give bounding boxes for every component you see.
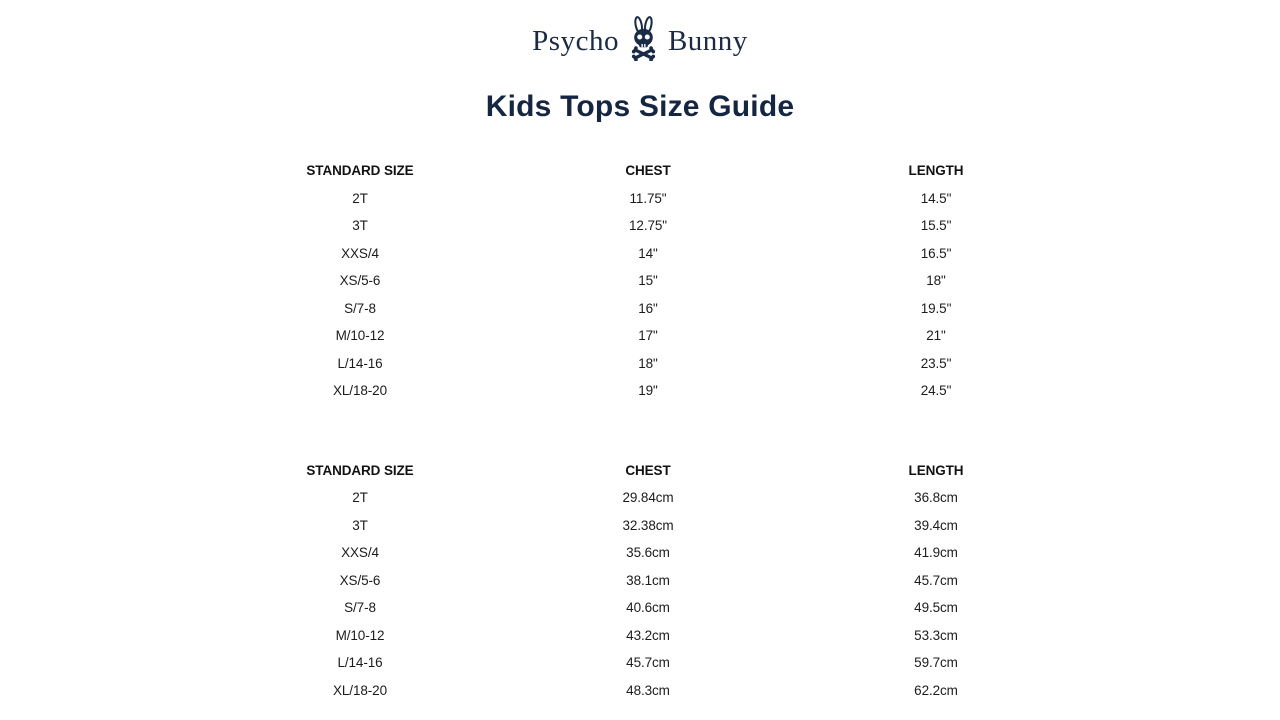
table-cell: 53.3cm — [914, 627, 958, 643]
table-cell: 15.5" — [920, 218, 952, 234]
brand-name-right: Bunny — [667, 24, 748, 57]
table-cell: XL/18-20 — [333, 682, 387, 698]
table-cell: 24.5" — [920, 383, 952, 399]
table-cell: 18" — [638, 355, 658, 371]
table-cell: 49.5cm — [914, 600, 958, 616]
table-cell: 59.7cm — [914, 655, 958, 671]
table-row — [216, 539, 1080, 567]
page-title: Kids Tops Size Guide — [485, 90, 795, 123]
table-cell: 14" — [638, 245, 658, 261]
table-cell: 21" — [926, 328, 946, 344]
table-row — [216, 377, 1080, 405]
table-row — [216, 622, 1080, 650]
table-cell: XS/5-6 — [339, 273, 381, 289]
table-cell: 16.5" — [920, 245, 952, 261]
table-cell: 19.5" — [920, 300, 952, 316]
table-cell: 41.9cm — [914, 545, 958, 561]
table-row — [216, 677, 1080, 705]
table-row — [216, 594, 1080, 622]
table-cell: M/10-12 — [335, 328, 385, 344]
table-cell: 40.6cm — [626, 600, 670, 616]
table-cell: XXS/4 — [341, 545, 379, 561]
column-header: STANDARD SIZE — [306, 462, 414, 478]
table-row — [216, 649, 1080, 677]
table-cell: 15" — [638, 273, 658, 289]
column-header: CHEST — [625, 163, 671, 179]
table-cell: 2T — [352, 490, 368, 506]
table-cell: XS/5-6 — [339, 572, 381, 588]
table-cell: 39.4cm — [914, 517, 958, 533]
table-cell: L/14-16 — [337, 655, 383, 671]
table-cell: 3T — [352, 218, 368, 234]
table-cell: 45.7cm — [626, 655, 670, 671]
table-row — [216, 240, 1080, 268]
brand-header — [0, 0, 1280, 62]
table-row — [216, 484, 1080, 512]
table-cell: 2T — [352, 190, 368, 206]
table-cell: 18" — [926, 273, 946, 289]
table-cell: 36.8cm — [914, 490, 958, 506]
table-cell: 23.5" — [920, 355, 952, 371]
table-cell: 29.84cm — [622, 490, 674, 506]
table-cell: XXS/4 — [341, 245, 379, 261]
table-cell: 14.5" — [920, 190, 952, 206]
table-row — [216, 185, 1080, 213]
size-table-centimeters — [216, 457, 1080, 705]
table-cell: 3T — [352, 517, 368, 533]
table-cell: 16" — [638, 300, 658, 316]
table-cell: 48.3cm — [626, 682, 670, 698]
bunny-skull-crossbones-icon — [628, 15, 659, 61]
table-row — [216, 512, 1080, 540]
table-row — [216, 350, 1080, 378]
table-cell: 17" — [638, 328, 658, 344]
table-row — [216, 567, 1080, 595]
table-cell: 38.1cm — [626, 572, 670, 588]
column-header: STANDARD SIZE — [306, 163, 414, 179]
table-cell: 11.75" — [629, 190, 667, 206]
table-row — [216, 295, 1080, 323]
table-cell: 32.38cm — [622, 517, 674, 533]
table-cell: M/10-12 — [335, 627, 385, 643]
table-cell: XL/18-20 — [333, 383, 387, 399]
column-header: LENGTH — [908, 163, 964, 179]
table-row — [216, 212, 1080, 240]
table-cell: S/7-8 — [344, 300, 376, 316]
table-cell: 43.2cm — [626, 627, 670, 643]
table-cell: 45.7cm — [914, 572, 958, 588]
table-header-row — [216, 157, 1080, 185]
size-table-inches — [216, 157, 1080, 405]
table-cell: 35.6cm — [626, 545, 670, 561]
table-cell: L/14-16 — [337, 355, 383, 371]
table-cell: 19" — [638, 383, 658, 399]
table-cell: 62.2cm — [914, 682, 958, 698]
table-cell: S/7-8 — [344, 600, 376, 616]
table-row — [216, 267, 1080, 295]
brand-name-left: Psycho — [532, 24, 619, 57]
table-row — [216, 322, 1080, 350]
table-header-row — [216, 457, 1080, 485]
column-header: CHEST — [625, 462, 671, 478]
column-header: LENGTH — [908, 462, 964, 478]
table-cell: 12.75" — [629, 218, 667, 234]
